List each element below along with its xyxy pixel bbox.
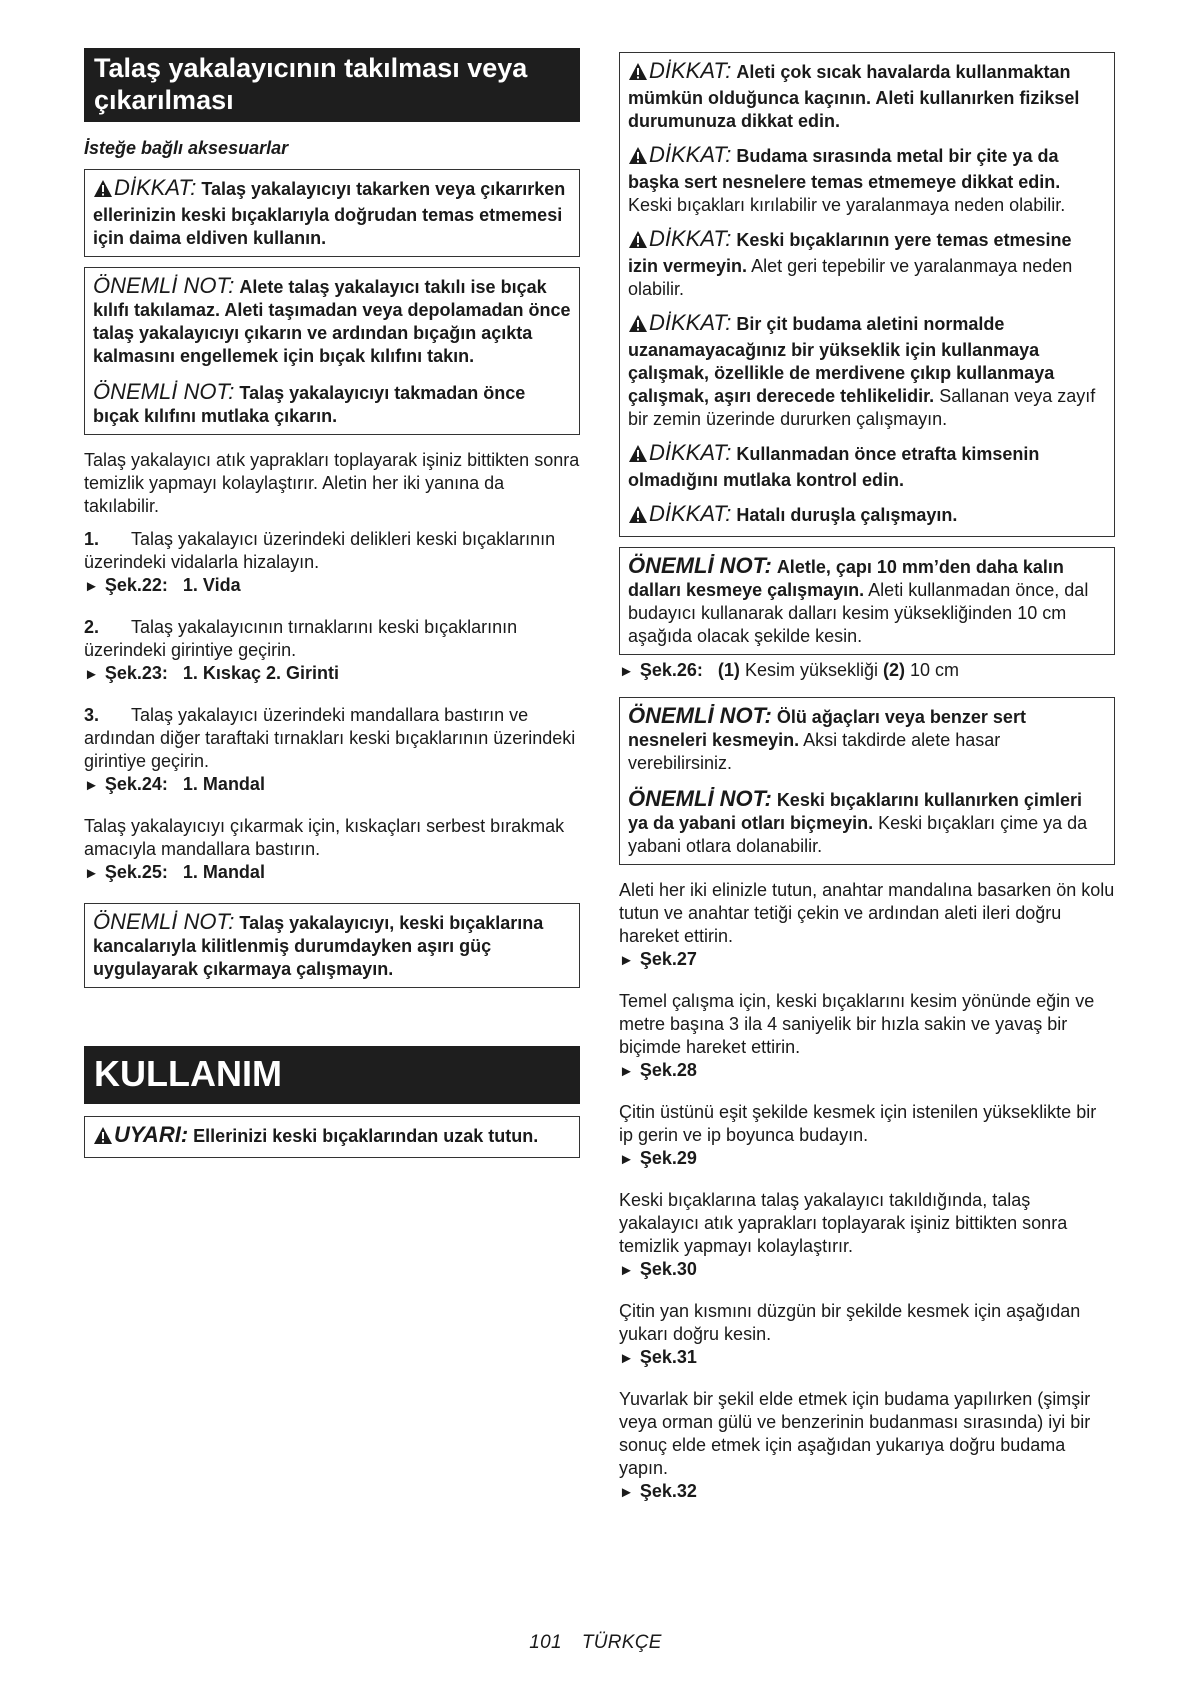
warning-text: Ellerinizi keski bıçaklarından uzak tutun.: [193, 1126, 539, 1146]
warning-triangle-icon: [628, 146, 648, 171]
caution-item: DİKKAT: Bir çit budama aletini normalde uzanamayacağınız bir yükseklik için kullanmaya çalışmak, özellikle de merdivene çıkıp kullanmaya çalışmak, aşırı derecede tehlikelidir. Sallanan veya zayıf bir zemin üzerinde dururken çalışmayın.: [628, 310, 1096, 429]
section-title-operation: KULLANIM: [84, 1046, 580, 1104]
figure-ref: ► Şek.24: 1. Mandal: [84, 774, 265, 794]
notice-box-dead-trees: ÖNEMLİ NOT: Ölü ağaçları veya benzer sert nesneleri kesmeyin. Aksi takdirde alete hasar verebilirsiniz. ÖNEMLİ NOT: Keski bıçaklarını kullanırken çimleri ya da yabani otları biçmeyin. Keski bıçakları çime ya da yabani otlara dolanabilir.: [619, 697, 1115, 865]
operation-paragraph: Çitin yan kısmını düzgün bir şekilde kesmek için aşağıdan yukarı doğru kesin. ► Şek.31: [619, 1301, 1081, 1367]
right-column: [619, 52, 1115, 1504]
caution-item: DİKKAT: Aleti çok sıcak havalarda kullanmaktan mümkün olduğunca kaçının. Aleti kullanırken fiziksel durumunuza dikkat edin.: [628, 58, 1080, 131]
notice-keyword: ÖNEMLİ NOT:: [93, 273, 235, 298]
warning-triangle-icon: [628, 314, 648, 339]
caution-keyword: DİKKAT:: [114, 175, 197, 200]
caution-text: Talaş yakalayıcıyı takarken veya çıkarırken ellerinizin keski bıçaklarıyla doğrudan temas etmemesi için daima eldiven kullanın.: [93, 179, 566, 248]
removal-text: Talaş yakalayıcıyı çıkarmak için, kıskaçları serbest bırakmak amacıyla mandallara bastırın.: [84, 816, 565, 859]
notice-keyword: ÖNEMLİ NOT:: [93, 379, 235, 404]
notice-keyword: ÖNEMLİ NOT:: [628, 703, 772, 728]
warning-triangle-icon: [628, 505, 648, 530]
caution-item: DİKKAT: Hatalı duruşla çalışmayın.: [628, 502, 1106, 530]
warning-triangle-icon: [93, 1126, 113, 1151]
warning-triangle-icon: [628, 444, 648, 469]
warning-triangle-icon: [628, 62, 648, 87]
warning-box-hands: [84, 1116, 580, 1158]
notice-keyword: ÖNEMLİ NOT:: [628, 786, 772, 811]
notice-text: Talaş yakalayıcıyı, keski bıçaklarına kancalarıyla kilitlenmiş durumdayken aşırı güç uygulayarak çıkarmaya çalışmayın.: [93, 913, 544, 979]
footer-language: TÜRKÇE: [581, 1632, 662, 1653]
figure-ref: ► Şek.25: 1. Mandal: [84, 862, 265, 882]
notice-keyword: ÖNEMLİ NOT:: [93, 909, 235, 934]
operation-paragraph: Keski bıçaklarına talaş yakalayıcı takıldığında, talaş yakalayıcı atık yaprakları toplayarak işiniz bittikten sonra temizlik yapmayı kolaylaştırır. ► Şek.30: [619, 1190, 1068, 1279]
notice-text: Talaş yakalayıcıyı takmadan önce bıçak kılıfını mutlaka çıkarın.: [93, 383, 526, 426]
warning-triangle-icon: [628, 230, 648, 255]
page-footer: [0, 1632, 1191, 1654]
chip-catcher-intro: Talaş yakalayıcı atık yaprakları toplayarak işiniz bittikten sonra temizlik yapmayı kolaylaştırır. Aletin her iki yanına da takılabilir.: [84, 450, 580, 516]
install-step-2: 2. Talaş yakalayıcının tırnaklarını keski bıçaklarının üzerindeki girintiye geçirin. ► Şek.23: 1. Kıskaç 2. Girinti: [84, 616, 580, 686]
caution-item: DİKKAT: Keski bıçaklarının yere temas etmesine izin vermeyin. Alet geri tepebilir ve yaralanmaya neden olabilir.: [628, 226, 1073, 299]
caution-item: DİKKAT: Kullanmadan önce etrafta kimsenin olmadığını mutlaka kontrol edin.: [628, 440, 1040, 490]
notice-text: Alete talaş yakalayıcı takılı ise bıçak kılıfı takılamaz. Aleti taşımadan veya depolamadan önce talaş yakalayıcıyı çıkarın ve ardından bıçağın açıkta kalmasını engellemek için bıçak kılıfını takın.: [93, 277, 571, 366]
caution-box-gloves: [84, 169, 580, 257]
notice-box-branch-thickness: ÖNEMLİ NOT: Aletle, çapı 10 mm’den daha kalın dalları kesmeye çalışmayın. Aleti kullanmadan önce, dal budayıcı kullanarak dalları kesim yüksekliğinden 10 cm aşağıda olacak şekilde kesin.: [619, 547, 1115, 655]
caution-item: DİKKAT: Budama sırasında metal bir çite ya da başka sert nesnelere temas etmemeye dikkat edin. Keski bıçakları kırılabilir ve yaralanmaya neden olabilir.: [628, 142, 1066, 215]
operation-paragraph: Temel çalışma için, keski bıçaklarını kesim yönünde eğin ve metre başına 3 ila 4 saniyelik bir hızla sakin ve yavaş bir biçimde hareket ettirin. ► Şek.28: [619, 991, 1095, 1080]
operation-paragraph: Yuvarlak bir şekil elde etmek için budama yapılırken (şimşir veya orman gülü ve benzerinin budanması sırasında) iyi bir sonuç elde etmek için aşağıdan yukarıya doğru budama yapın. ► Şek.32: [619, 1389, 1091, 1501]
left-column: [84, 48, 580, 1158]
page-number: 101: [529, 1632, 562, 1653]
warning-keyword: UYARI:: [114, 1122, 189, 1147]
optional-accessory-subtitle: İsteğe bağlı aksesuarlar: [84, 138, 289, 158]
install-step-3: 3. Talaş yakalayıcı üzerindeki mandallara bastırın ve ardından diğer taraftaki tırnakları keski bıçaklarının üzerindeki girintiye geçirin. ► Şek.24: 1. Mandal: [84, 704, 580, 797]
operation-paragraph: Aleti her iki elinizle tutun, anahtar mandalına basarken ön kolu tutun ve anahtar tetiği çekin ve ardından aleti ileri doğru hareket ettirin. ► Şek.27: [619, 880, 1115, 969]
figure-ref: ► Şek.23: 1. Kıskaç 2. Girinti: [84, 663, 339, 683]
install-step-1: 1. Talaş yakalayıcı üzerindeki delikleri keski bıçaklarının üzerindeki vidalarla hizalayın. ► Şek.22: 1. Vida: [84, 528, 580, 598]
notice-box-removal-force: [84, 903, 580, 988]
section-title-chip-catcher: Talaş yakalayıcının takılması veya çıkarılması: [84, 48, 580, 122]
figure-ref: ► Şek.22: 1. Vida: [84, 575, 241, 595]
caution-box-group: [619, 52, 1115, 537]
notice-box-blade-cover: [84, 267, 580, 435]
warning-triangle-icon: [93, 179, 113, 204]
operation-paragraph: Çitin üstünü eşit şekilde kesmek için istenilen yükseklikte bir ip gerin ve ip boyunca budayın. ► Şek.29: [619, 1102, 1097, 1168]
notice-keyword: ÖNEMLİ NOT:: [628, 553, 772, 578]
figure-ref-26: ► Şek.26: (1) Kesim yüksekliği (2) 10 cm: [619, 660, 960, 680]
